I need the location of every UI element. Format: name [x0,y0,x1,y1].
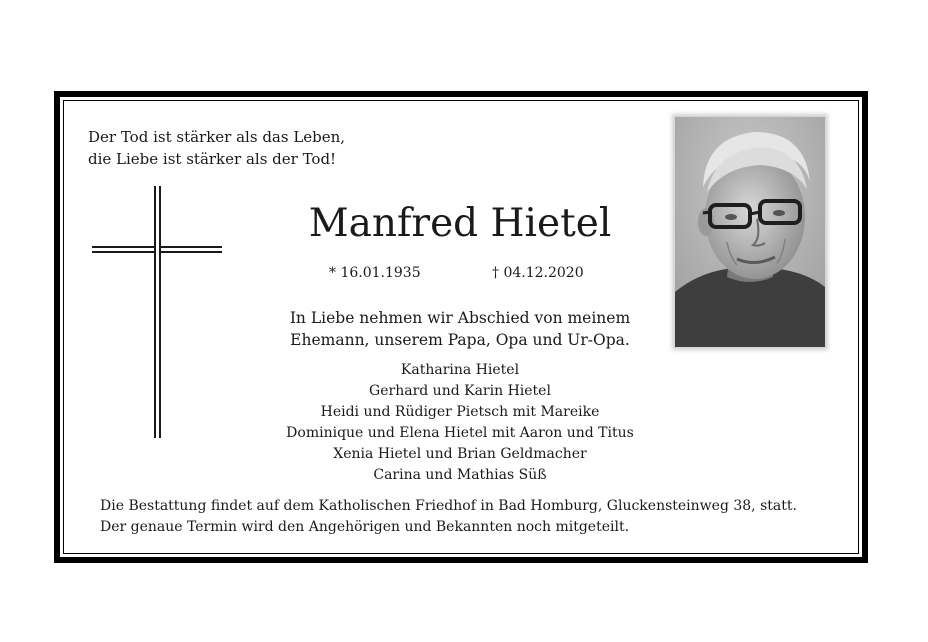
portrait-photo [675,117,825,347]
farewell-text [240,307,680,351]
mourner-item: Heidi und Rüdiger Pietsch mit Mareike [320,404,600,420]
quote [88,126,345,170]
mourner-item: Dominique und Elena Hietel mit Aaron und Titus [286,425,634,441]
mourner-item: Katharina Hietel [400,362,520,378]
funeral-notice-line-1: Die Bestattung findet auf dem Katholischen Friedhof in Bad Homburg, Gluckensteinweg 38, statt. [100,498,797,514]
quote-line-2: die Liebe ist stärker als der Tod! [88,150,337,168]
farewell-line-2: Ehemann, unserem Papa, Opa und Ur-Opa. [290,331,630,349]
mourner-item: Gerhard und Karin Hietel [369,383,551,399]
deceased-name: Manfred Hietel [308,201,612,246]
mourners-list [240,360,680,486]
death-date: † 04.12.2020 [492,265,584,281]
funeral-notice-line-2: Der genaue Termin wird den Angehörigen und Bekannten noch mitgeteilt. [100,519,630,535]
funeral-notice [100,496,797,538]
birth-date: * 16.01.1935 [329,265,421,281]
quote-line-1: Der Tod ist stärker als das Leben, [88,128,346,146]
farewell-line-1: In Liebe nehmen wir Abschied von meinem [289,309,631,327]
mourner-item: Xenia Hietel und Brian Geldmacher [333,446,587,462]
mourner-item: Carina und Mathias Süß [373,467,547,483]
cross-icon [92,186,222,438]
